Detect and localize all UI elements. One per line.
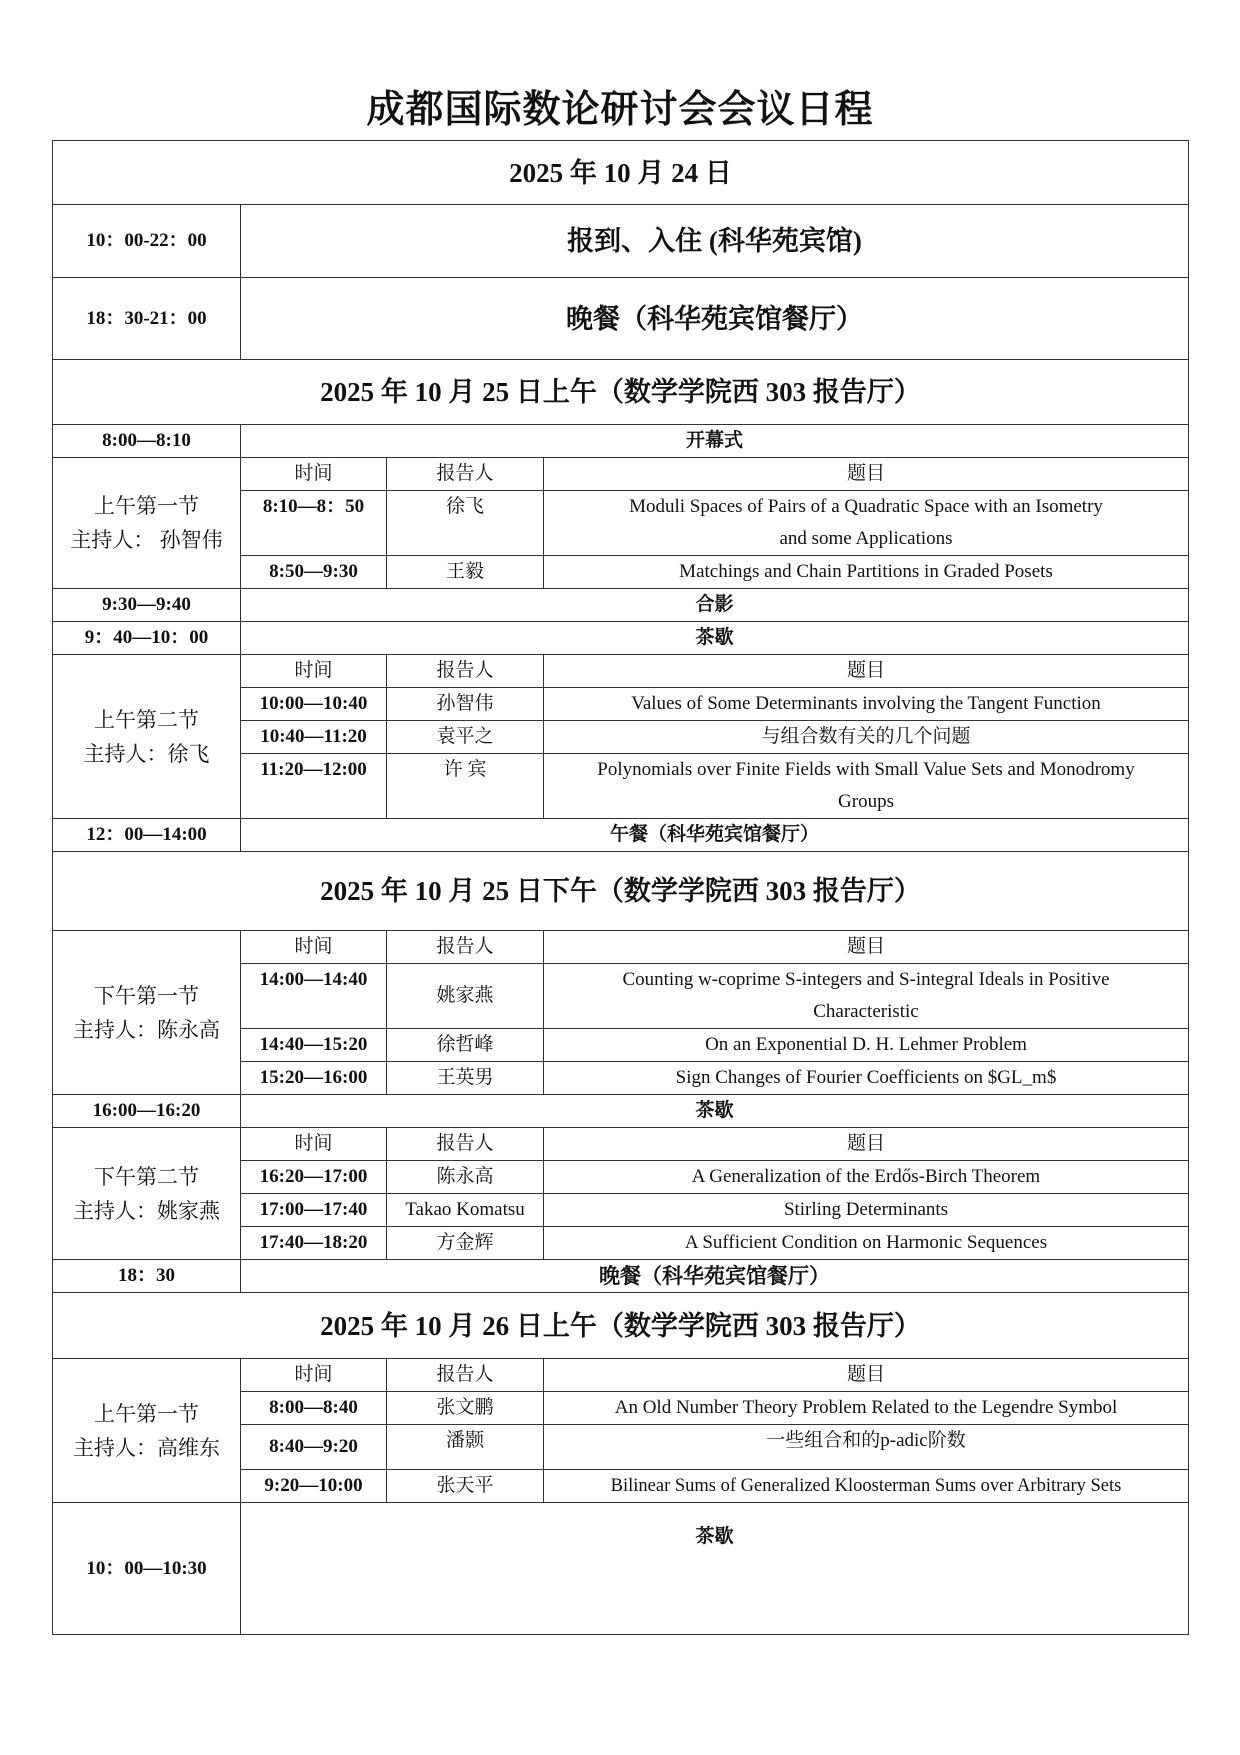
speaker-column-header: 报告人 xyxy=(387,931,544,964)
schedule-row xyxy=(53,1095,1189,1128)
talk-speaker: 许 宾 xyxy=(387,754,544,819)
talk-time: 10:00—10:40 xyxy=(241,688,387,721)
speaker-column-header: 报告人 xyxy=(387,458,544,491)
schedule-row xyxy=(53,425,1189,458)
time-cell: 16:00—16:20 xyxy=(53,1095,241,1128)
session-cell xyxy=(53,931,241,1095)
day-header: 2025 年 10 月 25 日上午（数学学院西 303 报告厅） xyxy=(53,360,1189,425)
event-cell: 茶歇 xyxy=(241,1503,1189,1635)
time-column-header: 时间 xyxy=(241,458,387,491)
talk-time: 17:00—17:40 xyxy=(241,1194,387,1227)
schedule-row xyxy=(53,589,1189,622)
talk-title: Moduli Spaces of Pairs of a Quadratic Space with an Isometry and some Applications xyxy=(544,491,1189,556)
talk-speaker: 潘颢 xyxy=(387,1425,544,1470)
talk-title: Stirling Determinants xyxy=(544,1194,1189,1227)
schedule-row xyxy=(53,278,1189,360)
talk-header-row xyxy=(53,655,1189,688)
talk-title: Counting w-coprime S-integers and S-integral Ideals in Positive Characteristic xyxy=(544,964,1189,1029)
session-host: 主持人：姚家燕 xyxy=(73,1198,220,1223)
talk-speaker: 袁平之 xyxy=(387,721,544,754)
talk-time: 9:20—10:00 xyxy=(241,1470,387,1503)
page-title: 成都国际数论研讨会会议日程 xyxy=(366,89,874,131)
talk-header-row xyxy=(53,1359,1189,1392)
day-header-row xyxy=(53,1293,1189,1359)
schedule-table xyxy=(52,140,1189,1635)
day-header: 2025 年 10 月 24 日 xyxy=(53,141,1189,205)
talk-time: 14:40—15:20 xyxy=(241,1029,387,1062)
talk-speaker: 王英男 xyxy=(387,1062,544,1095)
talk-title: 一些组合和的p-adic阶数 xyxy=(544,1425,1189,1470)
session-cell xyxy=(53,1359,241,1503)
time-column-header: 时间 xyxy=(241,1359,387,1392)
event-cell: 合影 xyxy=(241,589,1189,622)
session-host: 主持人： 孙智伟 xyxy=(70,528,223,552)
time-cell: 12：00—14:00 xyxy=(53,819,241,852)
talk-time: 10:40—11:20 xyxy=(241,721,387,754)
time-cell: 18：30 xyxy=(53,1260,241,1293)
event-cell: 午餐（科华苑宾馆餐厅） xyxy=(241,819,1189,852)
topic-column-header: 题目 xyxy=(544,931,1189,964)
talk-title: On an Exponential D. H. Lehmer Problem xyxy=(544,1029,1189,1062)
talk-speaker: 方金辉 xyxy=(387,1227,544,1260)
day-header: 2025 年 10 月 26 日上午（数学学院西 303 报告厅） xyxy=(53,1293,1189,1359)
time-cell: 8:00—8:10 xyxy=(53,425,241,458)
event-cell: 报到、入住 (科华苑宾馆) xyxy=(241,205,1189,278)
time-cell: 10：00—10:30 xyxy=(53,1503,241,1635)
event-cell: 茶歇 xyxy=(241,622,1189,655)
speaker-column-header: 报告人 xyxy=(387,1128,544,1161)
topic-column-header: 题目 xyxy=(544,458,1189,491)
talk-speaker: 姚家燕 xyxy=(387,964,544,1029)
time-column-header: 时间 xyxy=(241,655,387,688)
session-name: 上午第二节 xyxy=(94,707,199,732)
session-name: 上午第一节 xyxy=(94,494,199,518)
session-host: 主持人：陈永高 xyxy=(73,1017,220,1042)
talk-time: 17:40—18:20 xyxy=(241,1227,387,1260)
time-cell: 9:30—9:40 xyxy=(53,589,241,622)
talk-header-row xyxy=(53,931,1189,964)
speaker-column-header: 报告人 xyxy=(387,1359,544,1392)
talk-speaker: 陈永高 xyxy=(387,1161,544,1194)
talk-title: A Sufficient Condition on Harmonic Sequences xyxy=(544,1227,1189,1260)
day-header-row xyxy=(53,141,1189,205)
schedule-row xyxy=(53,819,1189,852)
session-name: 上午第一节 xyxy=(94,1401,199,1426)
talk-title: 与组合数有关的几个问题 xyxy=(544,721,1189,754)
talk-time: 14:00—14:40 xyxy=(241,964,387,1029)
talk-title: Bilinear Sums of Generalized Kloosterman Sums over Arbitrary Sets xyxy=(544,1470,1189,1503)
schedule-row xyxy=(53,205,1189,278)
schedule-row xyxy=(53,1503,1189,1635)
talk-header-row xyxy=(53,458,1189,491)
talk-time: 11:20—12:00 xyxy=(241,754,387,819)
event-cell: 茶歇 xyxy=(241,1095,1189,1128)
day-header-row xyxy=(53,852,1189,931)
time-cell: 9：40—10：00 xyxy=(53,622,241,655)
schedule-row xyxy=(53,622,1189,655)
event-cell: 开幕式 xyxy=(241,425,1189,458)
talk-title: Sign Changes of Fourier Coefficients on $GL_m$ xyxy=(544,1062,1189,1095)
talk-time: 15:20—16:00 xyxy=(241,1062,387,1095)
time-cell: 18：30-21：00 xyxy=(53,278,241,360)
session-name: 下午第二节 xyxy=(94,1164,199,1189)
session-cell xyxy=(53,458,241,589)
talk-title: A Generalization of the Erdős-Birch Theorem xyxy=(544,1161,1189,1194)
topic-column-header: 题目 xyxy=(544,1359,1189,1392)
session-name: 下午第一节 xyxy=(94,983,199,1008)
talk-header-row xyxy=(53,1128,1189,1161)
talk-time: 16:20—17:00 xyxy=(241,1161,387,1194)
talk-time: 8:40—9:20 xyxy=(241,1425,387,1470)
talk-speaker: 王毅 xyxy=(387,556,544,589)
topic-column-header: 题目 xyxy=(544,1128,1189,1161)
talk-title: Values of Some Determinants involving the Tangent Function xyxy=(544,688,1189,721)
time-column-header: 时间 xyxy=(241,931,387,964)
talk-speaker: Takao Komatsu xyxy=(387,1194,544,1227)
session-cell xyxy=(53,655,241,819)
talk-time: 8:50—9:30 xyxy=(241,556,387,589)
talk-speaker: 孙智伟 xyxy=(387,688,544,721)
session-cell xyxy=(53,1128,241,1260)
talk-title: An Old Number Theory Problem Related to the Legendre Symbol xyxy=(544,1392,1189,1425)
day-header-row xyxy=(53,360,1189,425)
talk-speaker: 张天平 xyxy=(387,1470,544,1503)
talk-speaker: 徐哲峰 xyxy=(387,1029,544,1062)
talk-title: Matchings and Chain Partitions in Graded Posets xyxy=(544,556,1189,589)
schedule-row xyxy=(53,1260,1189,1293)
time-column-header: 时间 xyxy=(241,1128,387,1161)
talk-title: Polynomials over Finite Fields with Small Value Sets and Monodromy Groups xyxy=(544,754,1189,819)
time-cell: 10：00-22：00 xyxy=(53,205,241,278)
session-host: 主持人：徐飞 xyxy=(83,741,210,766)
day-header: 2025 年 10 月 25 日下午（数学学院西 303 报告厅） xyxy=(53,852,1189,931)
speaker-column-header: 报告人 xyxy=(387,655,544,688)
event-cell: 晚餐（科华苑宾馆餐厅） xyxy=(241,278,1189,360)
session-host: 主持人：高维东 xyxy=(73,1435,220,1460)
talk-time: 8:00—8:40 xyxy=(241,1392,387,1425)
talk-speaker: 张文鹏 xyxy=(387,1392,544,1425)
event-cell: 晚餐（科华苑宾馆餐厅） xyxy=(241,1260,1189,1293)
talk-time: 8:10—8：50 xyxy=(241,491,387,556)
talk-speaker: 徐飞 xyxy=(387,491,544,556)
topic-column-header: 题目 xyxy=(544,655,1189,688)
